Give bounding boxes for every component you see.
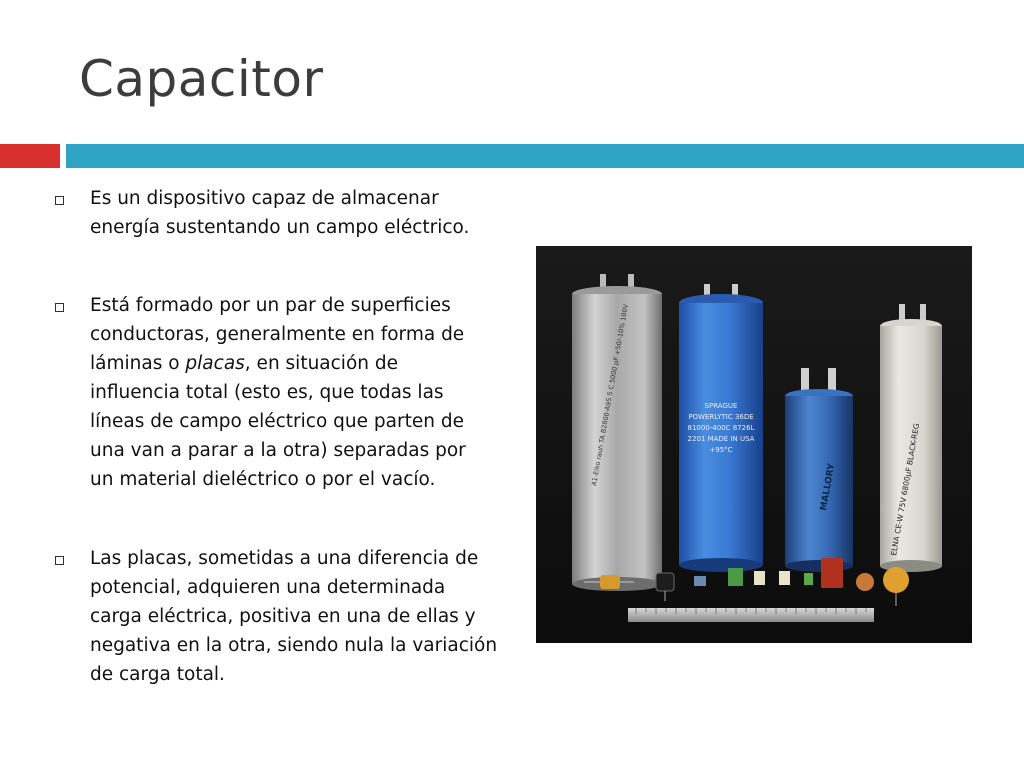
bullet-marker-icon [55, 556, 64, 565]
capacitors-photo [536, 246, 972, 643]
slide-title: Capacitor [79, 50, 324, 108]
bullet-text-italic: placas [185, 353, 245, 374]
bullet-marker-icon [55, 303, 64, 312]
accent-bar-red [0, 144, 60, 168]
bullet-text: Es un dispositivo capaz de almacenar energía sustentando un campo eléctrico. [90, 188, 470, 238]
bullet-marker-icon [55, 196, 64, 205]
accent-bar-blue [66, 144, 1024, 168]
ruler [628, 608, 874, 622]
capacitor-label: MALLORY [819, 462, 838, 512]
aluminum-capacitor [572, 274, 662, 591]
blue-capacitor-small [785, 368, 853, 572]
bullet-text: Las placas, sometidas a una diferencia de potencial, adquieren una determinada carga eléctrica, positiva en una de ellas y negativa en la otra, siendo nula la variación de carga total. [90, 548, 498, 685]
white-capacitor [880, 304, 942, 572]
capacitor-label: SPRAGUE POWERLYTIC 36DE 81000-400C 8726L 2201 MADE IN USA +95°C [687, 402, 755, 454]
capacitor-label: A1-Elko rauh TA B2800-A95 5 C 5000 µF +50/-10% 100V [590, 303, 630, 487]
bullet-text-part: Está formado por un par de superficies conductoras, generalmente en forma de láminas o [90, 295, 465, 374]
bullet-text [90, 291, 490, 494]
capacitor-label: ELNA CE-W 75V 6800µF BLACK-REG [889, 422, 922, 557]
bullet-text-part: , en situación de influencia total (esto es, que todas las líneas de campo eléctrico que parten de una van a parar a la otra) separadas por un material dieléctrico o por el vacío. [90, 353, 466, 490]
blue-capacitor-large [679, 284, 763, 572]
